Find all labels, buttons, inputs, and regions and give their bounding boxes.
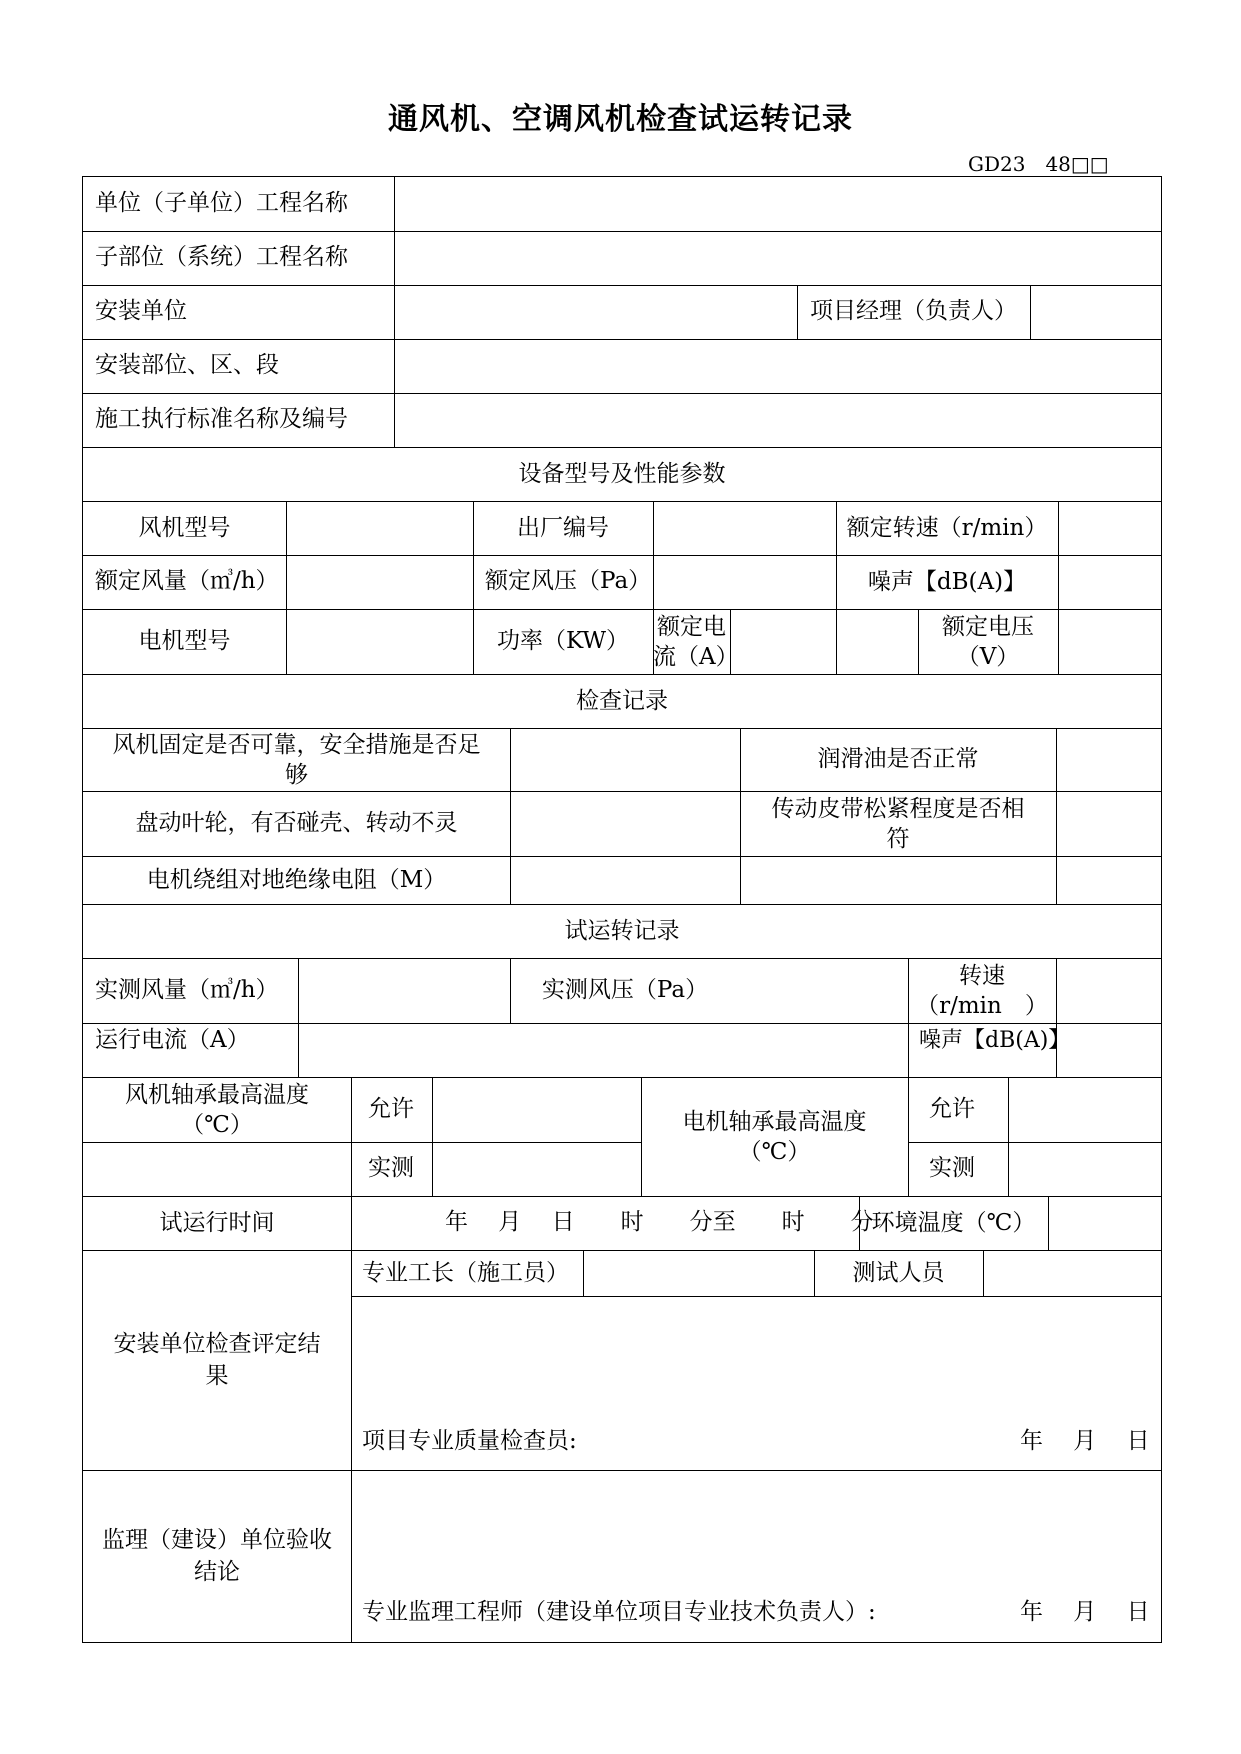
label-motor-model: 电机型号: [138, 628, 231, 654]
label-noise-rated: 噪声【dB(A)】: [867, 568, 1027, 595]
label-allow: 允许: [368, 1096, 414, 1122]
label-measured-pressure: 实测风压（Pa）: [541, 977, 709, 1003]
form-code: GD23 48□□: [968, 152, 1109, 176]
col-line: [983, 1250, 984, 1296]
label-quality-inspector: 项目专业质量检查员:: [362, 1428, 577, 1454]
label-install-unit: 安装单位: [95, 298, 187, 324]
label-fan-bearing-line1: 风机轴承最高温度: [125, 1081, 309, 1108]
label-rated-speed: 额定转速（r/min）: [846, 514, 1048, 541]
label-power: 功率（KW）: [496, 628, 629, 654]
label-motor-bearing-line1: 电机轴承最高温度: [682, 1108, 867, 1135]
label-install-evaluation-line1: 安装单位检查评定结: [113, 1331, 321, 1357]
label-lube-oil: 润滑油是否正常: [817, 746, 979, 772]
label-run-time: 试运行时间: [159, 1209, 275, 1236]
label-factory-no: 出厂编号: [517, 514, 609, 541]
col-line: [351, 1077, 352, 1642]
label-foreman: 专业工长（施工员）: [362, 1260, 569, 1286]
label-supervising-engineer: 专业监理工程师（建设单位项目专业技术负责人）:: [362, 1599, 876, 1625]
label-rated-voltage: [918, 609, 1058, 674]
col-line: [394, 177, 395, 447]
col-line: [908, 1077, 909, 1196]
label-subproject-name: 子部位（系统）工程名称: [95, 244, 348, 270]
row-line: [83, 1142, 351, 1143]
label-fan-model: 风机型号: [138, 514, 231, 541]
row-line: [908, 1142, 1161, 1143]
label-run-current: 运行电流（A）: [95, 1027, 250, 1053]
label-noise-trial: 噪声【dB(A)】: [919, 1028, 1071, 1053]
col-line: [1008, 1077, 1009, 1196]
label-rated-current-line1: 额定电: [657, 613, 726, 640]
col-line: [1048, 1196, 1049, 1250]
col-line: [298, 958, 299, 1077]
col-line: [510, 728, 511, 904]
label-ambient-temp: 环境温度（℃）: [871, 1209, 1036, 1236]
label-project-name: 单位（子单位）工程名称: [95, 190, 348, 216]
label-tester: 测试人员: [852, 1259, 945, 1286]
label-supervision-conclusion: [83, 1470, 351, 1642]
label-allow-motor: 允许: [929, 1096, 975, 1122]
label-belt-tension-line1: 传动皮带松紧程度是否相: [771, 795, 1025, 822]
run-time-date-line: 年 月 日 时 分至 时 分: [445, 1209, 874, 1235]
label-install-evaluation-line2: 果: [205, 1363, 229, 1389]
record-form-table: [82, 176, 1162, 1643]
label-impeller: 盘动叶轮，有否碰壳、转动不灵: [135, 810, 458, 836]
label-install-location: 安装部位、区、段: [95, 352, 279, 378]
label-supervision-line2: 结论: [194, 1559, 240, 1585]
label-insulation: 电机绕组对地绝缘电阻（M）: [146, 866, 447, 893]
supervision-date: 年 月 日: [1020, 1599, 1150, 1625]
label-measured-airflow: 实测风量（㎥/h）: [95, 977, 279, 1003]
col-line: [1058, 501, 1059, 674]
col-line: [1056, 728, 1057, 904]
label-standard: 施工执行标准名称及编号: [95, 406, 348, 432]
col-line: [583, 1250, 584, 1296]
label-supervision-line1: 监理（建设）单位验收: [102, 1527, 332, 1553]
label-project-manager: 项目经理（负责人）: [810, 298, 1017, 324]
label-fan-fixed: [83, 728, 510, 791]
inspector-date: 年 月 日: [1020, 1428, 1150, 1454]
label-rated-current: [653, 609, 739, 674]
label-belt-tension-line2: 符: [886, 825, 910, 852]
label-speed-line2: （r/min ）: [916, 992, 1048, 1019]
row-line: [83, 285, 1161, 286]
section-equipment-header: 设备型号及性能参数: [518, 460, 726, 487]
label-install-evaluation: [83, 1250, 351, 1470]
label-fan-bearing-temp: [83, 1077, 351, 1142]
label-motor-bearing-line2: （℃）: [738, 1138, 811, 1165]
label-rated-pressure: 额定风压（Pa）: [485, 568, 652, 594]
col-line: [797, 285, 798, 339]
col-line: [908, 1023, 909, 1077]
row-line: [351, 1142, 641, 1143]
label-rated-current-line2: 流（A）: [653, 643, 739, 670]
label-actual-motor: 实测: [929, 1155, 975, 1181]
label-actual: 实测: [368, 1155, 414, 1181]
section-trial-header: 试运转记录: [564, 917, 680, 944]
row-line: [83, 339, 1161, 340]
label-fan-bearing-line2: （℃）: [181, 1111, 253, 1138]
col-line: [286, 501, 287, 674]
label-rated-voltage-line2: （V）: [956, 643, 1020, 670]
label-rated-voltage-line1: 额定电压: [942, 613, 1034, 640]
col-line: [1056, 958, 1057, 1077]
col-line: [432, 1077, 433, 1196]
row-line: [83, 393, 1161, 394]
label-fan-fixed-line1: 风机固定是否可靠，安全措施是否足: [112, 731, 481, 758]
label-speed: [908, 958, 1056, 1023]
section-inspection-header: 检查记录: [576, 687, 668, 714]
label-belt-tension: [740, 791, 1056, 856]
label-speed-line1: 转速: [959, 962, 1005, 989]
col-line: [1030, 285, 1031, 339]
label-motor-bearing-temp: [641, 1077, 908, 1196]
row-line: [83, 1023, 1161, 1024]
label-rated-airflow: 额定风量（㎥/h）: [95, 568, 279, 594]
document-title: 通风机、空调风机检查试运转记录: [388, 102, 853, 137]
row-line: [351, 1296, 1161, 1297]
row-line: [83, 231, 1161, 232]
label-fan-fixed-line2: 够: [285, 761, 308, 788]
